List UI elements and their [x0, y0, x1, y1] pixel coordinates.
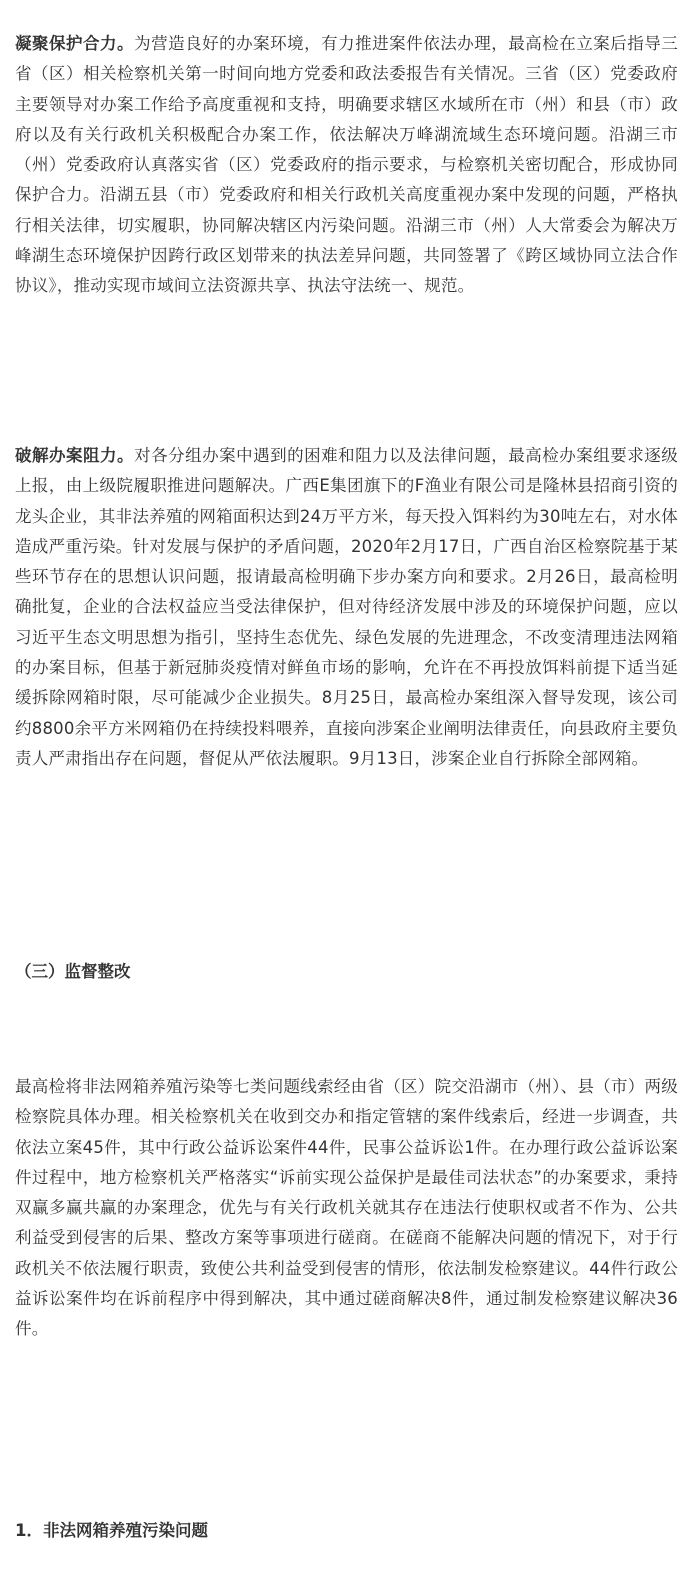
- subsection-heading-net-cage: 1．非法网箱养殖污染问题: [15, 1521, 208, 1540]
- paragraph-overcome-resistance: [15, 441, 678, 774]
- paragraph-text-joint-protection: 为营造良好的办案环境，有力推进案件依法办理，最高检在立案后指导三省（区）相关检察机关第一时间向地方党委和政法委报告有关情况。三省（区）党委政府主要领导对办案工作给予高度重视和支持，明确要求辖区水域所在市（州）和县（市）政府以及有关行政机关积极配合办案工作，依法解决万峰湖流域生态环境问题。沿湖三市（州）党委政府认真落实省（区）党委政府的指示要求，与检察机关密切配合，形成协同保护合力。沿湖五县（市）党委政府和相关行政机关高度重视办案中发现的问题，严格执行相关法律，切实履职，协同解决辖区内污染问题。沿湖三市（州）人大常委会为解决万峰湖生态环境保护因跨行政区划带来的执法差异问题，共同签署了《跨区域协同立法合作协议》，推动实现市域间立法资源共享、执法守法统一、规范。: [15, 34, 678, 296]
- paragraph-supervision-rectification: 最高检将非法网箱养殖污染等七类问题线索经由省（区）院交沿湖市（州）、县（市）两级检察院具体办理。相关检察机关在收到交办和指定管辖的案件线索后，经进一步调查，共依法立案45件，其中行政公益诉讼案件44件，民事公益诉讼1件。在办理行政公益诉讼案件过程中，地方检察机关严格落实“诉前实现公益保护是最佳司法状态”的办案要求，秉持双赢多赢共赢的办案理念，优先与有关行政机关就其存在违法行使职权或者不作为、公共利益受到侵害的后果、整改方案等事项进行磋商。在磋商不能解决问题的情况下，对于行政机关不依法履行职责，致使公共利益受到侵害的情形，依法制发检察建议。44件行政公益诉讼案件均在诉前程序中得到解决，其中通过磋商解决8件，通过制发检察建议解决36件。: [15, 1077, 678, 1339]
- paragraph-lead-joint-protection: 凝聚保护合力。: [15, 34, 135, 53]
- section-heading-supervision: （三）监督整改: [15, 962, 131, 981]
- paragraph-joint-protection: [15, 29, 678, 302]
- paragraph-lead-overcome-resistance: 破解办案阻力。: [15, 446, 135, 465]
- paragraph-text-overcome-resistance: 对各分组办案中遇到的困难和阻力以及法律问题，最高检办案组要求逐级上报，由上级院履职推进问题解决。广西E集团旗下的F渔业有限公司是隆林县招商引资的龙头企业，其非法养殖的网箱面积达到24万平方米，每天投入饵料约为30吨左右，对水体造成严重污染。针对发展与保护的矛盾问题，2020年2月17日，广西自治区检察院基于某些环节存在的思想认识问题，报请最高检明确下步办案方向和要求。2月26日，最高检明确批复，企业的合法权益应当受法律保护，但对待经济发展中涉及的环境保护问题，应以习近平生态文明思想为指引，坚持生态优先、绿色发展的先进理念，不改变清理违法网箱的办案目标，但基于新冠肺炎疫情对鲜鱼市场的影响，允许在不再投放饵料前提下适当延缓拆除网箱时限，尽可能减少企业损失。8月25日，最高检办案组深入督导发现，该公司约8800余平方米网箱仍在持续投料喂养，直接向涉案企业阐明法律责任，向县政府主要负责人严肃指出存在问题，督促从严依法履职。9月13日，涉案企业自行拆除全部网箱。: [15, 446, 678, 768]
